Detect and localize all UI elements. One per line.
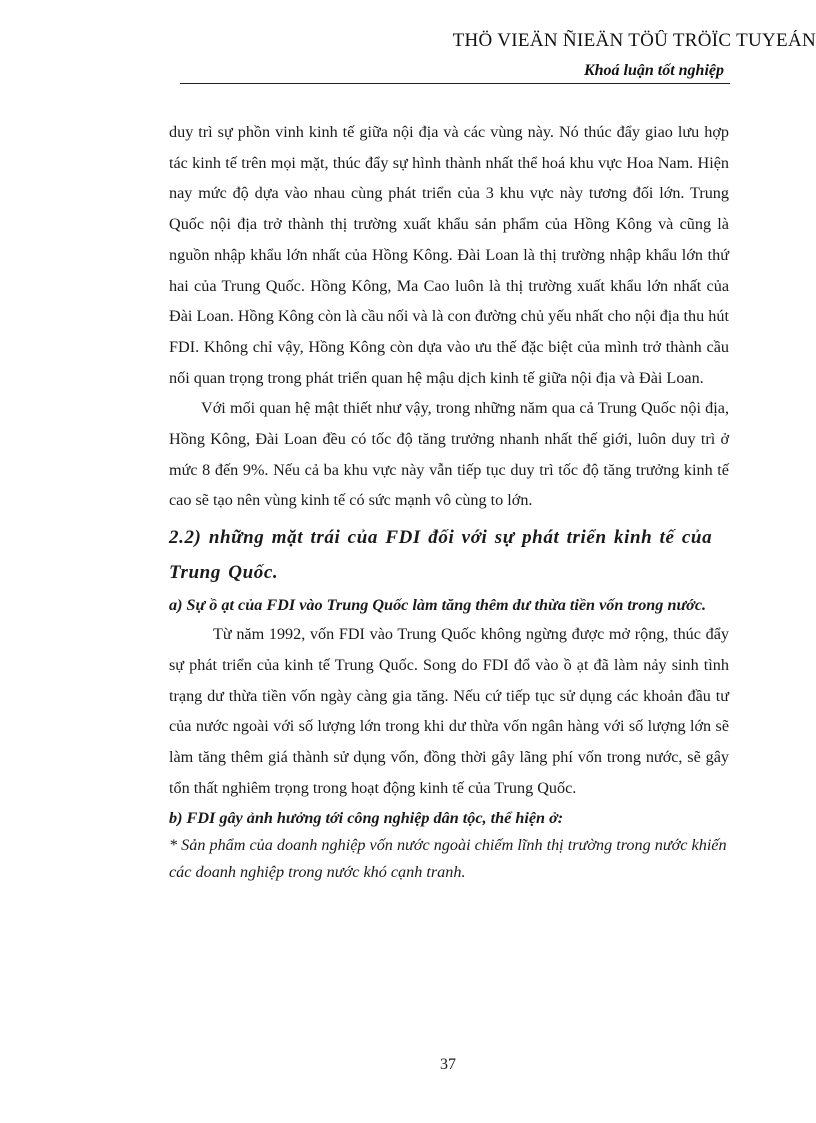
- body-paragraph-3: Từ năm 1992, vốn FDI vào Trung Quốc không ngừng được mở rộng, thúc đẩy sự phát triển của kinh tế Trung Quốc. Song do FDI đổ vào ồ ạt đã làm nảy sinh tình trạng dư thừa tiền vốn ngày càng gia tăng. Nếu cứ tiếp tục sử dụng các khoản đầu tư của nước ngoài với số lượng lớn trong khi dư thừa vốn ngân hàng với số lượng lớn sẽ làm tăng thêm giá thành sử dụng vốn, đồng thời gây lãng phí vốn trong nước, sẽ gây tổn thất nghiêm trọng trong hoạt động kinh tế của Trung Quốc.: [169, 625, 729, 797]
- bullet-item: * Sản phẩm của doanh nghiệp vốn nước ngoài chiếm lĩnh thị trường trong nước khiến các doanh nghiệp trong nước khó cạnh tranh.: [169, 836, 727, 882]
- page-number: 37: [440, 1056, 456, 1073]
- subheading-a: a) Sự ồ ạt của FDI vào Trung Quốc làm tăng thêm dư thừa tiền vốn trong nước.: [169, 596, 707, 615]
- section-heading: 2.2) những mặt trái của FDI đối với sự phát triển kinh tế của Trung Quốc.: [169, 527, 713, 584]
- page-body: [169, 117, 729, 886]
- subheading-b: b) FDI gây ảnh hưởng tới công nghiệp dân tộc, thể hiện ở:: [169, 809, 564, 828]
- header-title: THÖ VIEÄN ÑIEÄN TÖÛ TRÖÏC TUYEÁN: [452, 30, 816, 51]
- header-divider: [180, 83, 730, 84]
- body-paragraph-2: Với mối quan hệ mật thiết như vậy, trong những năm qua cả Trung Quốc nội địa, Hồng Kông, Đài Loan đều có tốc độ tăng trưởng nhanh nhất thế giới, luôn duy trì ở mức 8 đến 9%. Nếu cả ba khu vực này vẫn tiếp tục duy trì tốc độ tăng trưởng kinh tế cao sẽ tạo nên vùng kinh tế có sức mạnh vô cùng to lớn.: [169, 399, 729, 510]
- header-subtitle: Khoá luận tốt nghiệp: [583, 62, 724, 79]
- body-paragraph-1: duy trì sự phồn vinh kinh tế giữa nội địa và các vùng này. Nó thúc đẩy giao lưu hợp tác kinh tế trên mọi mặt, thúc đẩy sự hình thành nhất thể hoá khu vực Hoa Nam. Hiện nay mức độ dựa vào nhau cùng phát triển của 3 khu vực này tương đối lớn. Trung Quốc nội địa trở thành thị trường xuất khẩu sản phẩm của Hồng Kông và cũng là nguồn nhập khẩu lớn nhất của Hồng Kông. Đài Loan là thị trường nhập khẩu lớn thứ hai của Trung Quốc. Hồng Kông, Ma Cao luôn là thị trường xuất khẩu lớn nhất của Đài Loan. Hồng Kông còn là cầu nối và là con đường chủ yếu nhất cho nội địa thu hút FDI. Không chỉ vậy, Hồng Kông còn dựa vào ưu thế đặc biệt của mình trở thành cầu nối quan trọng trong phát triển quan hệ mậu dịch kinh tế giữa nội địa và Đài Loan.: [169, 123, 729, 387]
